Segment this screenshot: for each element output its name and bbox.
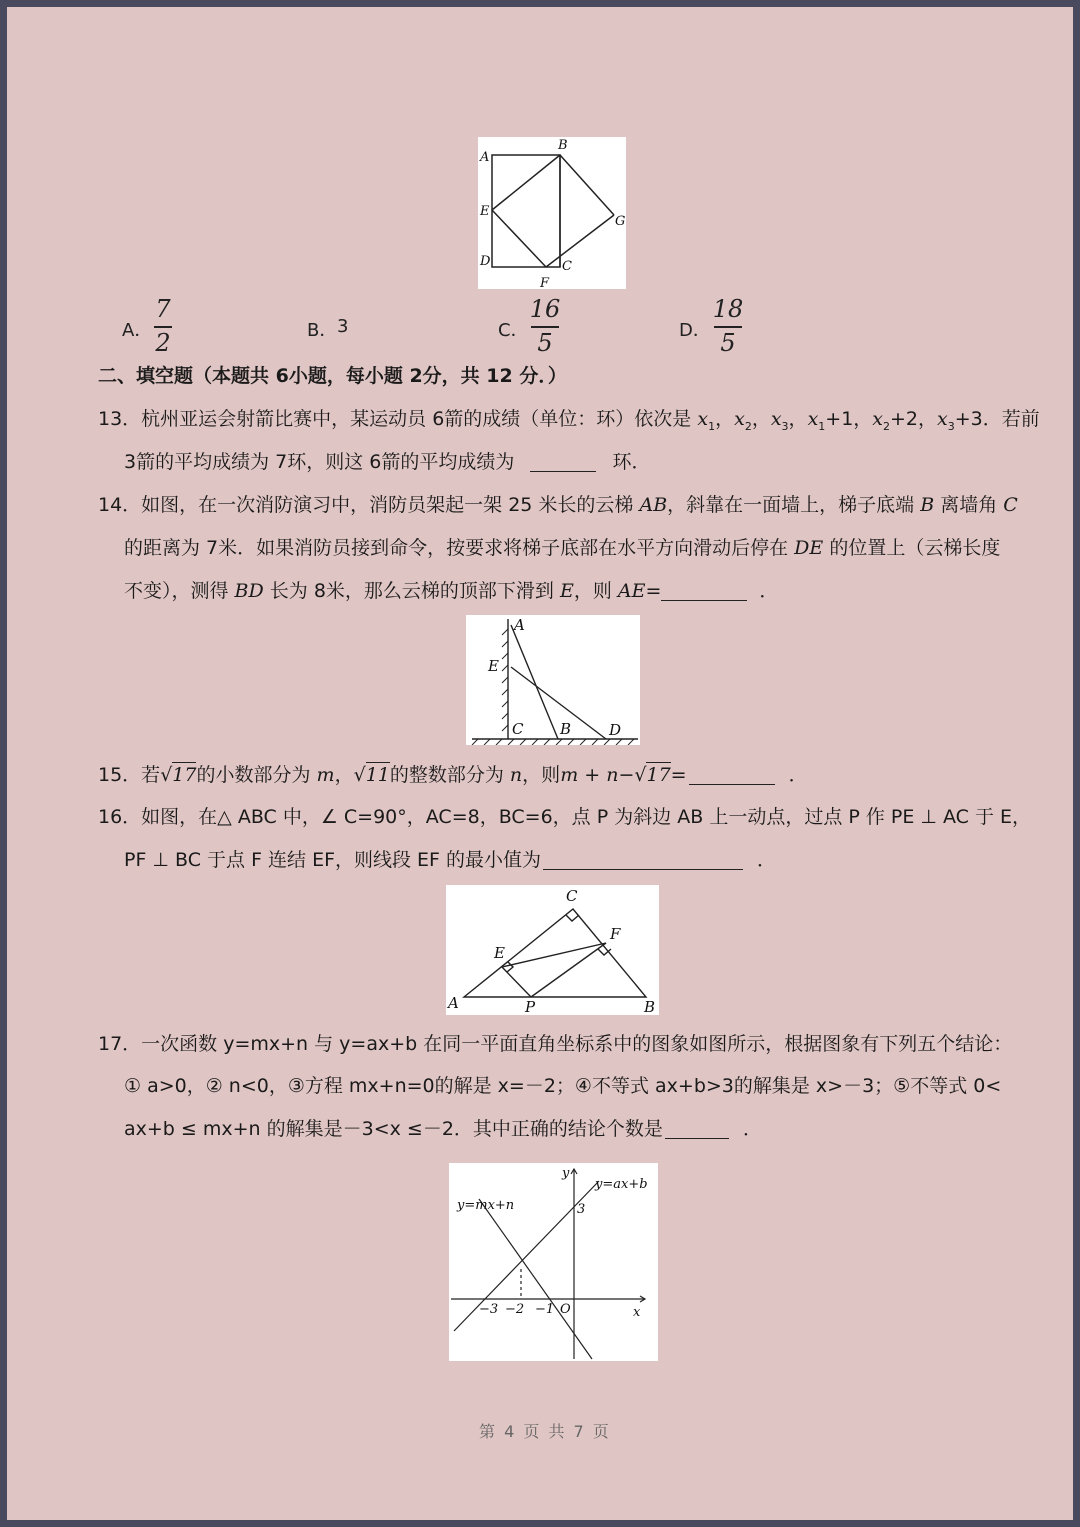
label-c: C — [562, 259, 572, 274]
tick-3-label: 3 — [577, 1202, 586, 1217]
q14-bd: BD — [234, 580, 264, 602]
q16-l2: PF ⊥ BC 于点 F 连结 EF，则线段 EF 的最小值为 — [124, 849, 542, 871]
q17-line-2: ① a>0，② n<0，③方程 mx+n=0的解是 x=－2；④不等式 ax+b>3的解集是 x>－3；⑤不等式 0< — [124, 1075, 1002, 1097]
option-d-letter: D． — [679, 320, 711, 341]
var-x3: x — [770, 408, 782, 430]
option-c-fraction-bar — [531, 326, 559, 328]
triangle-diagram — [446, 885, 659, 1015]
q15-line — [98, 766, 808, 785]
page-footer: 第 4 页 共 7 页 — [479, 1422, 611, 1441]
q15-t3: 的整数部分为 — [389, 764, 510, 786]
sub-3b: 3 — [947, 419, 955, 433]
q15-prefix: 15．若 — [98, 764, 161, 786]
q14-end: ． — [759, 580, 779, 602]
q14-l3b: 长为 8米，那么云梯的顶部下滑到 — [263, 580, 560, 602]
label-b: B — [558, 138, 568, 153]
q13-line-1-tail: ．若前 — [982, 408, 1040, 430]
q13-line-2-text: 3箭的平均成绩为 7环，则这 6箭的平均成绩为 — [124, 451, 515, 473]
function-graph — [449, 1163, 658, 1361]
q13-line-2 — [124, 453, 650, 472]
q13-line-2-end: 环． — [612, 451, 651, 473]
option-a-fraction-bar — [154, 326, 172, 328]
tri-label-b: B — [644, 998, 656, 1015]
q16-line-2 — [124, 851, 776, 870]
option-a-letter: A． — [122, 320, 153, 341]
tick-neg3: −3 — [479, 1302, 499, 1317]
q16-line-1: 16．如图，在△ ABC 中，∠ C=90°，AC=8，BC=6，点 P 为斜边 AB 上一动点，过点 P 作 PE ⊥ AC 于 E， — [98, 806, 1032, 828]
q14-line-1 — [98, 496, 1018, 515]
line-ax-b-label: y=ax+b — [595, 1177, 648, 1192]
q14-de: DE — [794, 537, 824, 559]
q15-n: n — [509, 764, 523, 786]
q14-ae: AE — [617, 580, 646, 602]
sub-1: 1 — [708, 419, 716, 433]
q13-line-1-text: 13．杭州亚运会射箭比赛中，某运动员 6箭的成绩（单位：环）依次是 — [98, 408, 698, 430]
var-x2b: x — [872, 408, 884, 430]
q14-ab: AB — [639, 494, 668, 516]
q14-l2a: 的距离为 7米．如果消防员接到命令，按要求将梯子底部在水平方向滑动后停在 — [124, 537, 795, 559]
q14-l3a: 不变），测得 — [124, 580, 235, 602]
q14-line-3 — [124, 582, 778, 601]
q14-answer-blank[interactable] — [661, 583, 747, 601]
sqrt-symbol-3: √ — [634, 764, 647, 786]
ladder-figure — [466, 615, 640, 745]
ladder-label-d: D — [609, 721, 622, 739]
label-f: F — [540, 276, 550, 289]
tick-neg2: −2 — [505, 1302, 525, 1317]
origin-label: O — [560, 1302, 571, 1317]
q14-line-2 — [124, 539, 1000, 558]
q15-end: ． — [788, 764, 808, 786]
triangle-figure — [446, 885, 659, 1015]
label-g: G — [615, 214, 626, 229]
option-a-denominator: 2 — [155, 329, 171, 357]
sqrt-symbol: √ — [160, 764, 173, 786]
option-c-numerator: 16 — [529, 295, 561, 323]
option-c-letter: C． — [498, 320, 529, 341]
section-2-title: 二、填空题（本题共 6小题，每小题 2分，共 12 分．） — [98, 365, 567, 387]
sub-1b: 1 — [818, 419, 826, 433]
q14-l1b: ，斜靠在一面墙上，梯子底端 — [667, 494, 921, 516]
q14-l1a: 14．如图，在一次消防演习中，消防员架起一架 25 米长的云梯 — [98, 494, 640, 516]
var-x2: x — [734, 408, 745, 430]
q14-e: E — [559, 580, 574, 602]
q14-b: B — [920, 494, 935, 516]
q15-eq: = — [670, 764, 687, 786]
q14-l1c: 离墙角 — [934, 494, 1004, 516]
line-mx-n-label: y=mx+n — [457, 1198, 515, 1213]
sub-2b: 2 — [883, 419, 891, 433]
q13-answer-blank[interactable] — [530, 454, 596, 472]
q15-radicand-2: 11 — [365, 764, 390, 786]
q14-l3c: ，则 — [573, 580, 618, 602]
var-x1b: x — [807, 408, 819, 430]
q17-line-1: 17．一次函数 y=mx+n 与 y=ax+b 在同一平面直角坐标系中的图象如图所示，根据图象有下列五个结论： — [98, 1033, 1013, 1055]
tri-label-a: A — [448, 994, 459, 1012]
tri-label-c: C — [566, 887, 578, 905]
q14-l2b: 的位置上（云梯长度 — [823, 537, 1001, 559]
q15-radicand-3: 17 — [646, 764, 671, 786]
q14-c: C — [1003, 494, 1018, 516]
option-b-letter: B． — [307, 320, 338, 341]
ladder-diagram — [466, 615, 640, 745]
square-diagram — [478, 137, 626, 289]
option-d-numerator: 18 — [712, 295, 744, 323]
tri-label-f: F — [610, 925, 621, 943]
q15-radicand-1: 17 — [172, 764, 197, 786]
q14-l3d: = — [645, 580, 662, 602]
sqrt-symbol-2: √ — [353, 764, 366, 786]
page — [7, 7, 1073, 1520]
option-d-fraction-bar — [714, 326, 742, 328]
option-b-value: 3 — [337, 316, 349, 337]
ladder-label-c: C — [512, 720, 524, 738]
q17-line-3 — [124, 1120, 762, 1139]
var-x1: x — [697, 408, 709, 430]
q13-line-1: 13．杭州亚运会射箭比赛中，某运动员 6箭的成绩（单位：环）依次是 $x_1$，$x_2$，$x_3$，$x_1+1$，$x_2+2$，$x_3+3$．若前 — [98, 408, 1040, 433]
axis-x-label: x — [633, 1305, 641, 1320]
ladder-label-a: A — [514, 616, 525, 634]
q15-answer-blank[interactable] — [689, 767, 775, 785]
sub-2: 2 — [744, 419, 752, 433]
q17-l3: ax+b ≤ mx+n 的解集是－3<x ≤－2．其中正确的结论个数是 — [124, 1118, 663, 1140]
q15-t2: ， — [334, 764, 354, 786]
axis-y-label: y — [562, 1166, 570, 1181]
label-a: A — [480, 150, 490, 165]
square-figure — [478, 137, 626, 289]
q15-t4: ，则 — [522, 764, 561, 786]
var-x3b: x — [937, 408, 948, 430]
q17-end: ． — [742, 1118, 762, 1140]
q16-end: ． — [757, 849, 777, 871]
option-c-denominator: 5 — [537, 329, 553, 357]
graph-figure — [449, 1163, 658, 1361]
label-d: D — [480, 254, 491, 269]
ladder-label-b: B — [560, 720, 572, 738]
option-d-denominator: 5 — [720, 329, 736, 357]
q16-answer-blank[interactable] — [543, 852, 743, 870]
option-a-numerator: 7 — [155, 295, 171, 323]
q15-t1: 的小数部分为 — [196, 764, 317, 786]
tri-label-p: P — [525, 998, 536, 1015]
tick-neg1: −1 — [535, 1302, 555, 1317]
q15-expr: m + n− — [560, 764, 635, 786]
label-e: E — [480, 204, 490, 219]
sub-3: 3 — [781, 419, 789, 433]
q17-answer-blank[interactable] — [665, 1121, 729, 1139]
ladder-label-e: E — [488, 657, 499, 675]
q15-m: m — [316, 764, 335, 786]
tri-label-e: E — [494, 944, 505, 962]
